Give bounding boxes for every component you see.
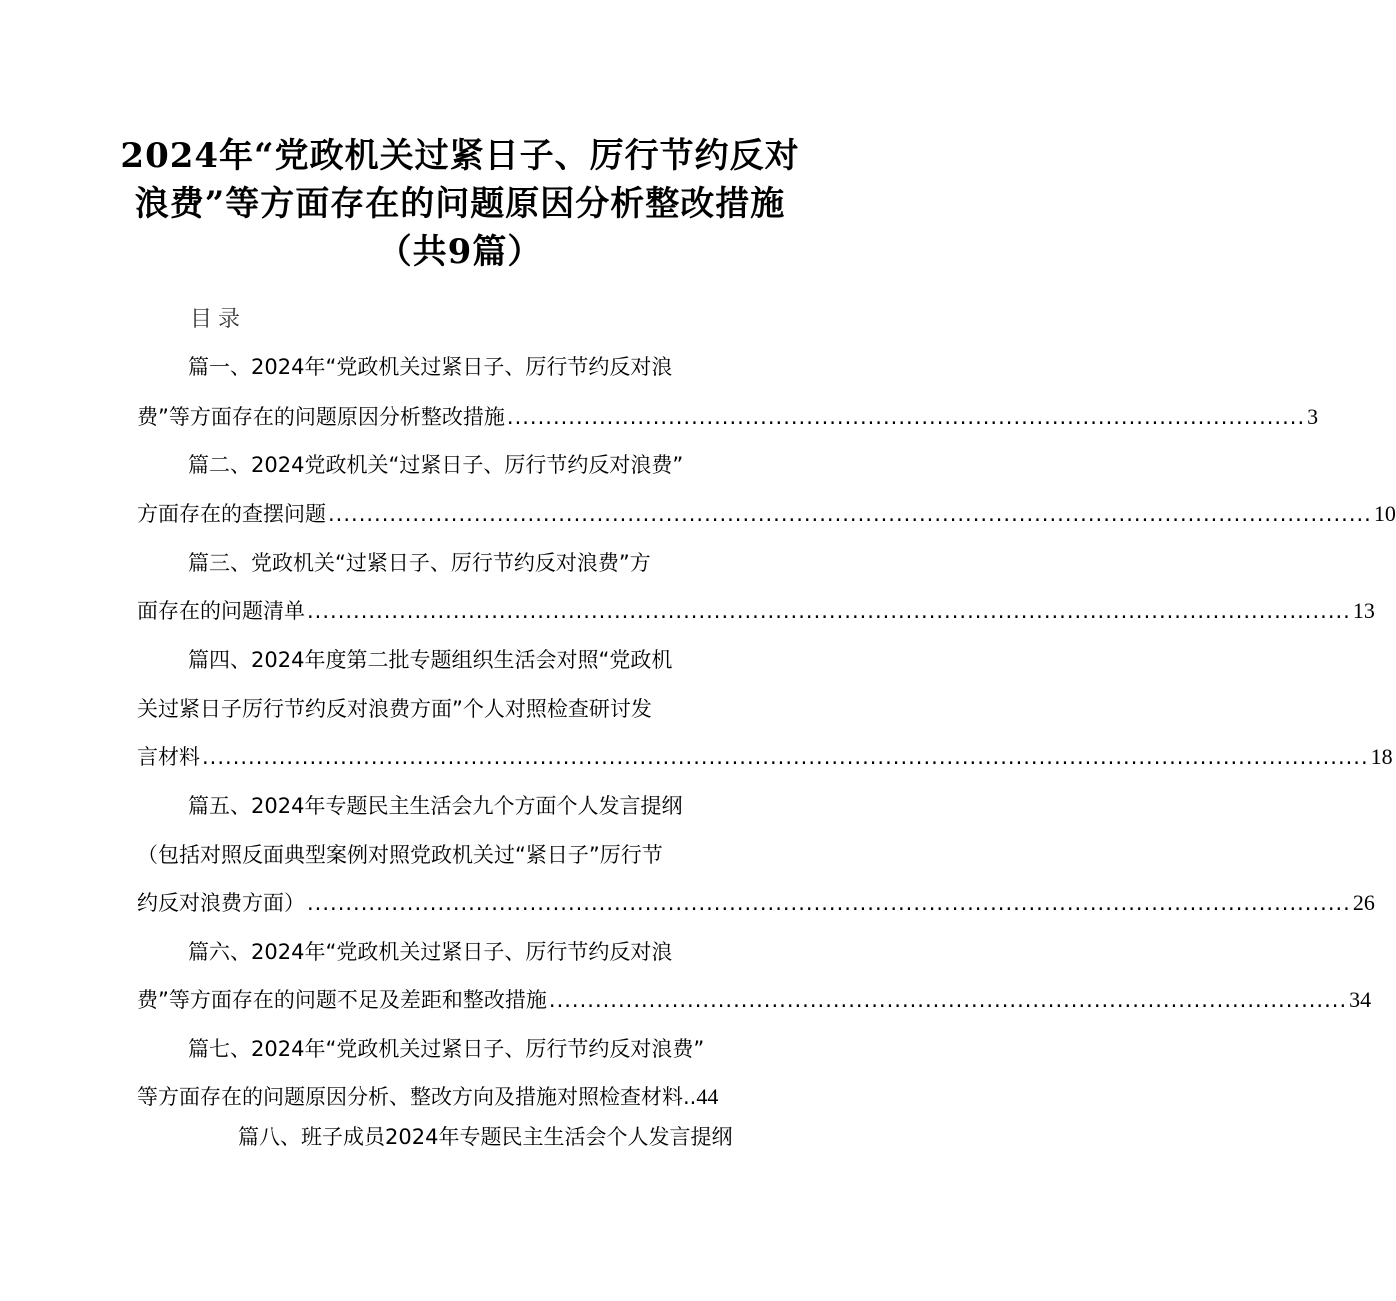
- toc-entry-text: 约反对浪费方面）: [137, 891, 305, 915]
- toc-heading: 目录: [190, 307, 247, 332]
- title-line-2: 浪费”等方面存在的问题原因分析整改措施: [134, 184, 786, 224]
- toc-entry-text: 面存在的问题清单: [137, 599, 305, 623]
- toc-page-number: 26: [1352, 890, 1375, 915]
- leader-dots: ........................................................................................................................................: [307, 599, 1351, 623]
- toc-entry-2-line-2[interactable]: [137, 499, 1396, 529]
- toc-entry-4-line-3[interactable]: [137, 742, 1393, 772]
- leader-dots: ........................................................................................................................................: [328, 502, 1372, 526]
- toc-page-number: 3: [1307, 404, 1319, 429]
- leader-dots: ........................................................................................................................................................: [202, 745, 1369, 769]
- toc-entry-text: 等方面存在的问题原因分析、整改方向及措施对照检查材料..: [137, 1085, 697, 1109]
- toc-entry-5-line-2[interactable]: （包括对照反面典型案例对照党政机关过“紧日子”厉行节: [137, 843, 663, 867]
- toc-entry-text: 费”等方面存在的问题不足及差距和整改措施: [137, 988, 547, 1012]
- leader-dots: ........................................................................................................: [506, 405, 1306, 429]
- toc-entry-1-line-2[interactable]: [137, 402, 1319, 432]
- toc-entry-5-line-3[interactable]: [137, 888, 1375, 918]
- toc-entry-4-line-2[interactable]: 关过紧日子厉行节约反对浪费方面”个人对照检查研讨发: [137, 697, 652, 721]
- toc-entry-3-line-2[interactable]: [137, 596, 1375, 626]
- toc-page-number: 34: [1349, 987, 1372, 1012]
- toc-entry-6-line-1[interactable]: 篇六、2024年“党政机关过紧日子、厉行节约反对浪: [188, 940, 673, 964]
- toc-entry-4-line-1[interactable]: 篇四、2024年度第二批专题组织生活会对照“党政机: [188, 648, 673, 672]
- leader-dots: ........................................................................................................................................: [307, 891, 1351, 915]
- toc-entry-7-line-1[interactable]: 篇七、2024年“党政机关过紧日子、厉行节约反对浪费”: [188, 1037, 705, 1061]
- toc-entry-8-line-1[interactable]: 篇八、班子成员2024年专题民主生活会个人发言提纲: [238, 1125, 733, 1149]
- toc-entry-1-line-1[interactable]: 篇一、2024年“党政机关过紧日子、厉行节约反对浪: [188, 355, 673, 379]
- toc-entry-text: 言材料: [137, 745, 200, 769]
- leader-dots: ........................................................................................................: [548, 988, 1348, 1012]
- toc-entry-5-line-1[interactable]: 篇五、2024年专题民主生活会九个方面个人发言提纲: [188, 794, 683, 818]
- toc-entry-2-line-1[interactable]: 篇二、2024党政机关“过紧日子、厉行节约反对浪费”: [188, 453, 684, 477]
- toc-entry-text: 费”等方面存在的问题原因分析整改措施: [137, 405, 505, 429]
- toc-page-number: 18: [1370, 744, 1393, 769]
- title-line-1: 2024年“党政机关过紧日子、厉行节约反对: [120, 136, 800, 176]
- toc-entry-7-line-2[interactable]: [137, 1082, 779, 1112]
- toc-page-number: 44: [696, 1084, 719, 1109]
- toc-entry-3-line-1[interactable]: 篇三、党政机关“过紧日子、厉行节约反对浪费”方: [188, 551, 651, 575]
- toc-entry-6-line-2[interactable]: [137, 985, 1372, 1015]
- toc-page-number: 10: [1373, 501, 1396, 526]
- toc-entry-text: 方面存在的查摆问题: [137, 502, 326, 526]
- toc-page-number: 13: [1352, 598, 1375, 623]
- title-line-3: （共9篇）: [377, 232, 543, 272]
